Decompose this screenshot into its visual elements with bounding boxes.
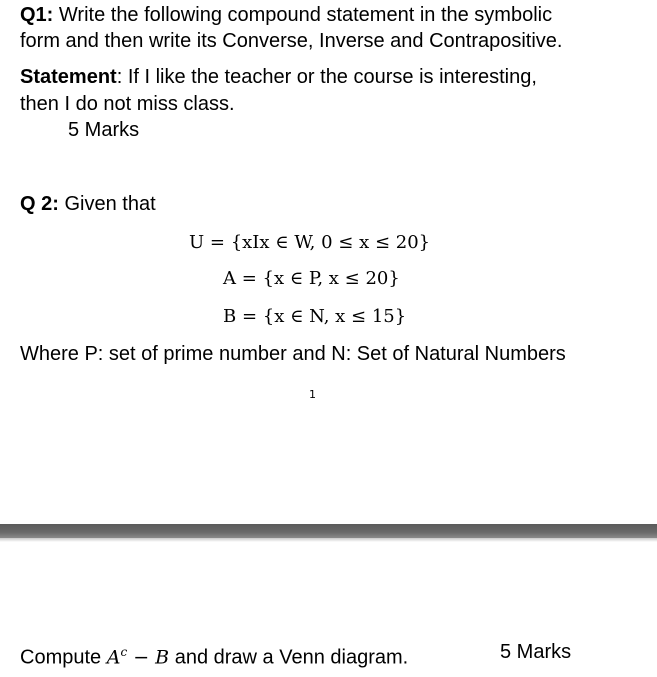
compute-suffix: and draw a Venn diagram. bbox=[169, 646, 409, 669]
page-break-shadow bbox=[0, 538, 657, 542]
q1-text-line1: Write the following compound statement in the symbolic bbox=[53, 4, 553, 26]
where-definitions: Where P: set of prime number and N: Set of Natural Numbers bbox=[20, 343, 566, 365]
page-break-bar bbox=[0, 524, 657, 538]
q2-label: Q 2: bbox=[20, 193, 59, 215]
q1-label: Q1: bbox=[20, 4, 54, 26]
compute-instruction bbox=[20, 639, 408, 671]
q1-marks: 5 Marks bbox=[68, 119, 140, 141]
compute-expr-a: A bbox=[106, 646, 121, 669]
statement-label: Statement bbox=[20, 66, 117, 88]
q2-marks: 5 Marks bbox=[500, 641, 572, 663]
compute-expr-rest: − B bbox=[127, 646, 170, 669]
compute-prefix: Compute bbox=[20, 646, 107, 669]
set-b-definition: B = {x ∈ N, x ≤ 15} bbox=[223, 306, 407, 327]
q1-statement-line1 bbox=[20, 64, 537, 90]
statement-text-line1: : If I like the teacher or the course is interesting, bbox=[116, 66, 537, 88]
compute-expr-sup: c bbox=[120, 645, 128, 659]
q1-line2: form and then write its Converse, Inverse and Contrapositive. bbox=[20, 30, 563, 52]
q2-heading bbox=[20, 191, 156, 217]
q1-statement-line2: then I do not miss class. bbox=[20, 93, 235, 115]
page-number: 1 bbox=[309, 388, 316, 401]
set-a-definition: A = {x ∈ P, x ≤ 20} bbox=[223, 268, 400, 289]
q1-line1 bbox=[20, 2, 552, 28]
set-u-definition: U = {xIx ∈ W, 0 ≤ x ≤ 20} bbox=[189, 232, 431, 253]
q2-intro: Given that bbox=[58, 193, 156, 215]
